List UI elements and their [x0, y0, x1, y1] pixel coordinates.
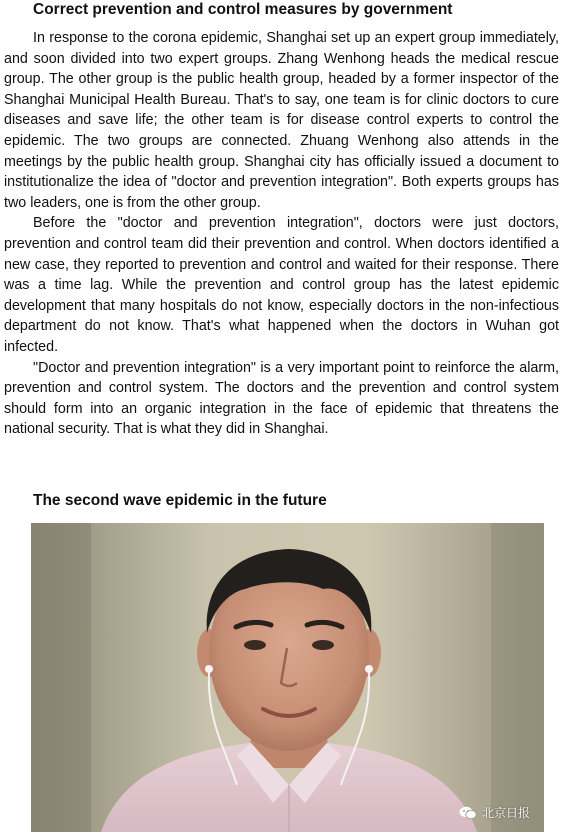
- section-heading-second-wave: The second wave epidemic in the future: [33, 492, 327, 509]
- paragraph-before-integration: Before the "doctor and prevention integration", doctors were just doctors, prevention and control team did their prevention and control. When doctors identified a new case, they reported to prevention and control and waited for their response. There was a time lag. While the prevention and control group has the latest epidemic development that many hospitals do not know, especially doctors in the non-infectious department do not know. That's what happened when the doctors in Wuhan got infected.: [4, 215, 559, 355]
- paragraph-expert-groups: In response to the corona epidemic, Shanghai set up an expert group immediately, and soon divided into two expert groups. Zhang Wenhong heads the medical rescue group. The other group is the public health group, headed by a former inspector of the Shanghai Municipal Health Bureau. That's to say, one team is for clinic doctors to cure diseases and save life; the other team is for disease control experts to control the epidemic. The two groups are connected. Zhuang Wenhong also attends in the meetings by the public health group. Shanghai city has officially issued a document to institutionalize the idea of "doctor and prevention integration". Both experts groups has two leaders, one is from the other group.: [4, 30, 559, 211]
- watermark: [459, 804, 530, 821]
- paragraph-integration-importance: "Doctor and prevention integration" is a very important point to reinforce the alarm, prevention and control system. The doctors and the prevention and control system should form into an organic integration in the face of epidemic that threatens the national security. That is what they did in Shanghai.: [4, 359, 559, 438]
- watermark-text: 北京日报: [481, 806, 530, 820]
- wechat-icon: [459, 806, 477, 820]
- article-body: [4, 28, 559, 440]
- section-heading-prevention-measures: Correct prevention and control measures by government: [33, 1, 453, 18]
- speaker-photo: [31, 523, 544, 832]
